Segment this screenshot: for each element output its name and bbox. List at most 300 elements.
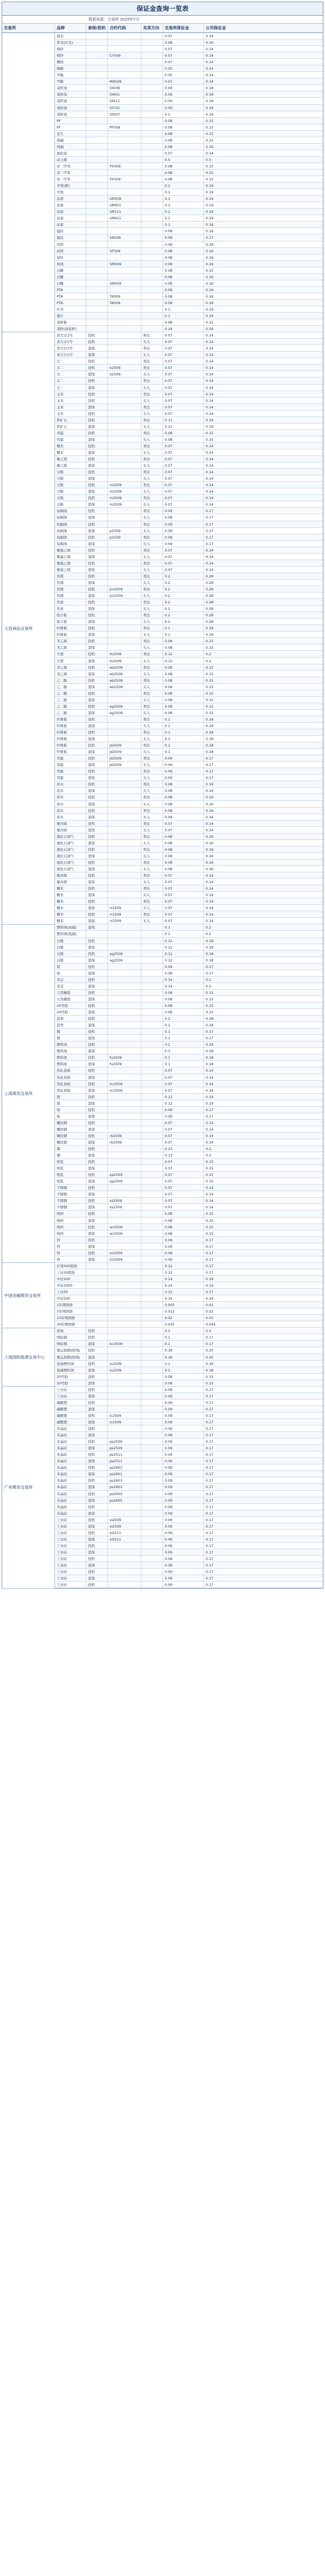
cell-type: 套保 bbox=[86, 1087, 108, 1093]
cell-contract bbox=[108, 1380, 141, 1386]
cell-variety: 生猪 bbox=[55, 658, 86, 664]
cell-exchange-margin: 0.09 bbox=[163, 1530, 204, 1536]
cell-variety: 瓶片 bbox=[55, 313, 86, 319]
cell-contract: zn2509 bbox=[108, 1256, 141, 1262]
cell-contract: eg2509 bbox=[108, 703, 141, 709]
cell-type bbox=[86, 111, 108, 117]
cell-type: 投机 bbox=[86, 729, 108, 735]
cell-direction bbox=[141, 39, 163, 45]
cell-direction bbox=[141, 1406, 163, 1412]
cell-direction bbox=[141, 1328, 163, 1334]
cell-variety: PTA bbox=[55, 293, 86, 299]
cell-variety: 螺纹钢 bbox=[55, 1139, 86, 1145]
cell-company-margin: 0.14 bbox=[206, 567, 214, 572]
cell-exchange-margin: 0.09 bbox=[163, 1413, 204, 1418]
cell-type: 套保 bbox=[86, 580, 108, 586]
cell-variety: 豆粕 bbox=[55, 469, 86, 475]
cell-variety: 线材 bbox=[55, 1218, 86, 1223]
cell-exchange-margin: 0.11 bbox=[163, 423, 204, 429]
cell-contract: eb2509 bbox=[108, 684, 141, 690]
cell-contract bbox=[108, 33, 141, 39]
cell-direction: 买入 bbox=[141, 644, 163, 650]
cell-variety: 菜籽油 bbox=[55, 91, 86, 97]
cell-exchange-margin: 0.07 bbox=[163, 820, 204, 826]
cell-contract: eg2509 bbox=[108, 710, 141, 716]
cell-company-margin: 0.17 bbox=[206, 1563, 214, 1568]
cell-direction: 卖出 bbox=[141, 703, 163, 709]
cell-variety: 黄金 bbox=[55, 983, 86, 989]
cell-company-margin: 0.15 bbox=[206, 1160, 214, 1165]
cell-variety: 焦煤 bbox=[55, 593, 86, 598]
cell-variety: 鸡蛋 bbox=[55, 436, 86, 442]
cell-type: 套保 bbox=[86, 924, 108, 930]
cell-variety: 纸浆 bbox=[55, 1159, 86, 1165]
cell-variety: 螺纹钢 bbox=[55, 1133, 86, 1139]
cell-contract: OI701 bbox=[108, 105, 141, 111]
cell-exchange-margin: 0.12 bbox=[163, 1289, 204, 1295]
cell-direction: 买入 bbox=[141, 749, 163, 755]
cell-company-margin: 0.14 bbox=[206, 548, 214, 553]
cell-direction bbox=[141, 1354, 163, 1360]
cell-company-margin: 0.14 bbox=[206, 1205, 214, 1210]
cell-contract: UR601 bbox=[108, 215, 141, 221]
cell-type: 套保 bbox=[86, 762, 108, 768]
cell-company-margin: 0.14 bbox=[206, 443, 214, 448]
cell-direction: 卖出 bbox=[141, 443, 163, 449]
cell-direction bbox=[141, 983, 163, 989]
cell-variety: 棕榈油 bbox=[55, 521, 86, 527]
cell-variety: 菜籽(油菜籽) bbox=[55, 326, 86, 332]
cell-company-margin: 0.17 bbox=[206, 1570, 214, 1575]
cell-contract bbox=[108, 287, 141, 293]
cell-direction bbox=[141, 938, 163, 944]
cell-contract bbox=[108, 1263, 141, 1269]
cell-company-margin: 0.14 bbox=[206, 372, 214, 377]
cell-contract bbox=[108, 306, 141, 312]
cell-type: 投机 bbox=[86, 1477, 108, 1483]
cell-type: 套保 bbox=[86, 554, 108, 560]
cell-direction: 卖出 bbox=[141, 872, 163, 878]
cell-company-margin: 0.17 bbox=[206, 1446, 214, 1451]
cell-variety: 多晶硅 bbox=[55, 1504, 86, 1510]
cell-contract: si2509 bbox=[108, 1523, 141, 1529]
cell-variety: 燃料油 bbox=[55, 1061, 86, 1067]
cell-type bbox=[86, 46, 108, 52]
cell-contract bbox=[108, 1354, 141, 1360]
cell-company-margin: 0.14 bbox=[206, 47, 214, 52]
cell-contract: OI509 bbox=[108, 85, 141, 91]
cell-type: 投机 bbox=[86, 703, 108, 709]
cell-exchange-margin: 0.1 bbox=[163, 723, 204, 729]
cell-direction bbox=[141, 1094, 163, 1100]
cell-direction bbox=[141, 52, 163, 58]
cell-variety: 烧碱 bbox=[55, 137, 86, 143]
cell-company-margin: 0.16 bbox=[206, 41, 214, 45]
cell-exchange-margin: 0.08 bbox=[163, 124, 204, 130]
cell-type: 投机 bbox=[86, 456, 108, 462]
header-variety: 品种 bbox=[55, 24, 86, 32]
cell-exchange-margin: 0.12 bbox=[163, 658, 204, 664]
cell-exchange-margin: 0.07 bbox=[163, 547, 204, 553]
cell-variety: 锡 bbox=[55, 1146, 86, 1152]
cell-type: 套保 bbox=[86, 436, 108, 442]
cell-type bbox=[86, 150, 108, 156]
cell-exchange-margin: 0.12 bbox=[163, 651, 204, 657]
cell-direction: 买入 bbox=[141, 840, 163, 846]
cell-contract bbox=[108, 1374, 141, 1380]
cell-contract: b2509 bbox=[108, 365, 141, 371]
cell-direction bbox=[141, 176, 163, 182]
cell-variety: 5年期国债 bbox=[55, 1308, 86, 1314]
cell-exchange-margin: 0.09 bbox=[163, 1477, 204, 1483]
cell-direction: 买入 bbox=[141, 514, 163, 520]
cell-direction bbox=[141, 1451, 163, 1457]
cell-type: 投机 bbox=[86, 742, 108, 748]
exchange-group-label bbox=[2, 33, 55, 332]
cell-exchange-margin: 0.09 bbox=[163, 1393, 204, 1399]
cell-direction bbox=[141, 1152, 163, 1158]
cell-type bbox=[86, 306, 108, 312]
cell-company-margin: 0.17 bbox=[206, 522, 214, 527]
cell-exchange-margin: 0.09 bbox=[163, 1250, 204, 1256]
cell-variety: 铁矿石 bbox=[55, 423, 86, 429]
cell-company-margin: 0.15 bbox=[206, 704, 214, 709]
cell-direction: 买入 bbox=[141, 723, 163, 729]
cell-exchange-margin: 0.09 bbox=[163, 1575, 204, 1581]
cell-exchange-margin: 0.09 bbox=[163, 1425, 204, 1431]
cell-company-margin: 0.16 bbox=[206, 255, 214, 260]
cell-type bbox=[86, 59, 108, 65]
cell-contract: rr2509 bbox=[108, 918, 141, 924]
cell-company-margin: 0.17 bbox=[206, 236, 214, 240]
cell-contract: ps2511 bbox=[108, 1451, 141, 1457]
cell-variety: 工业硅 bbox=[55, 1575, 86, 1581]
cell-variety: 鸡蛋 bbox=[55, 762, 86, 768]
cell-type bbox=[86, 1269, 108, 1275]
cell-direction bbox=[141, 1218, 163, 1223]
cell-type: 套保 bbox=[86, 723, 108, 729]
cell-type bbox=[86, 85, 108, 91]
cell-exchange-margin: 0.09 bbox=[163, 1562, 204, 1568]
cell-company-margin: 0.5 bbox=[206, 157, 212, 162]
cell-exchange-margin: 0.07 bbox=[163, 59, 204, 65]
cell-company-margin: 0.19 bbox=[206, 418, 214, 422]
cell-variety: 对二甲苯 bbox=[55, 170, 86, 176]
cell-company-margin: 0.16 bbox=[206, 867, 214, 871]
cell-company-margin: 0.14 bbox=[206, 483, 214, 488]
cell-exchange-margin: 0.07 bbox=[163, 391, 204, 397]
cell-contract: SM509 bbox=[108, 280, 141, 286]
cell-direction: 卖出 bbox=[141, 345, 163, 351]
cell-exchange-margin: 0.1 bbox=[163, 111, 204, 117]
cell-direction bbox=[141, 202, 163, 208]
cell-direction bbox=[141, 241, 163, 247]
cell-company-margin: 0.14 bbox=[206, 886, 214, 891]
cell-direction: 卖出 bbox=[141, 755, 163, 761]
cell-contract bbox=[108, 221, 141, 227]
cell-type bbox=[86, 183, 108, 189]
cell-direction: 卖出 bbox=[141, 404, 163, 410]
cell-variety: 碳酸锂 bbox=[55, 1400, 86, 1405]
cell-type: 套保 bbox=[86, 1191, 108, 1197]
cell-contract: lc2509 bbox=[108, 1419, 141, 1425]
cell-exchange-margin: 0.1 bbox=[163, 1028, 204, 1034]
cell-contract bbox=[108, 326, 141, 332]
cell-type: 套保 bbox=[86, 385, 108, 391]
cell-exchange-margin: 0.09 bbox=[163, 1504, 204, 1510]
cell-variety: 聚氯乙烯 bbox=[55, 560, 86, 566]
cell-type: 投机 bbox=[86, 768, 108, 774]
cell-exchange-margin: 0.07 bbox=[163, 911, 204, 917]
cell-exchange-margin: 0.09 bbox=[163, 1458, 204, 1464]
cell-contract bbox=[108, 449, 141, 455]
cell-variety: 早籼 bbox=[55, 72, 86, 78]
cell-contract: zn2509 bbox=[108, 1250, 141, 1256]
cell-variety: 国际铜 bbox=[55, 1334, 86, 1340]
cell-contract bbox=[108, 833, 141, 839]
cell-direction bbox=[141, 1302, 163, 1308]
cell-variety: 聚丙烯 bbox=[55, 872, 86, 878]
cell-variety: 多晶硅 bbox=[55, 1432, 86, 1438]
cell-contract: m2509 bbox=[108, 482, 141, 488]
cell-company-margin: 0.15 bbox=[206, 1010, 214, 1015]
cell-company-margin: 0.14 bbox=[206, 873, 214, 878]
cell-direction bbox=[141, 267, 163, 273]
cell-company-margin: 0.17 bbox=[206, 1030, 214, 1034]
cell-contract: lu2509 bbox=[108, 1361, 141, 1367]
cell-company-margin: 0.15 bbox=[206, 671, 214, 676]
cell-contract: ss2509 bbox=[108, 1204, 141, 1210]
cell-exchange-margin: 0.12 bbox=[163, 1100, 204, 1106]
cell-type: 投机 bbox=[86, 339, 108, 345]
cell-company-margin: 0.18 bbox=[206, 1055, 214, 1060]
cell-exchange-margin: 0.09 bbox=[163, 755, 204, 761]
cell-direction: 买入 bbox=[141, 801, 163, 807]
cell-type bbox=[86, 208, 108, 214]
cell-exchange-margin: 0.08 bbox=[163, 319, 204, 325]
cell-type: 投机 bbox=[86, 872, 108, 878]
cell-company-margin: 0.19 bbox=[206, 1101, 214, 1106]
cell-company-margin: 0.16 bbox=[206, 300, 214, 305]
cell-type: 套保 bbox=[86, 853, 108, 859]
cell-contract: p2509 bbox=[108, 534, 141, 540]
cell-contract bbox=[108, 853, 141, 859]
cell-company-margin: 0.14 bbox=[206, 333, 214, 338]
cell-exchange-margin: 0.08 bbox=[163, 703, 204, 709]
cell-direction bbox=[141, 300, 163, 306]
cell-company-margin: 0.17 bbox=[206, 1440, 214, 1444]
cell-company-margin: 0.17 bbox=[206, 1498, 214, 1503]
cell-exchange-margin: 0.09 bbox=[163, 1445, 204, 1451]
cell-variety: 白银 bbox=[55, 957, 86, 963]
cell-direction: 卖出 bbox=[141, 808, 163, 813]
cell-direction bbox=[141, 1374, 163, 1380]
cell-company-margin: 0.14 bbox=[206, 79, 214, 84]
cell-company-margin: 0.15 bbox=[206, 1212, 214, 1216]
cell-contract bbox=[108, 183, 141, 189]
cell-type: 套保 bbox=[86, 697, 108, 703]
cell-contract bbox=[108, 781, 141, 787]
cell-direction bbox=[141, 1315, 163, 1321]
cell-direction bbox=[141, 1347, 163, 1353]
cell-type bbox=[86, 1289, 108, 1295]
cell-type bbox=[86, 1321, 108, 1327]
cell-contract bbox=[108, 866, 141, 872]
cell-type: 投机 bbox=[86, 1425, 108, 1431]
cell-company-margin: 0.16 bbox=[206, 144, 214, 149]
cell-contract bbox=[108, 723, 141, 729]
cell-type bbox=[86, 931, 108, 937]
cell-direction bbox=[141, 111, 163, 117]
cell-exchange-margin: 0.12 bbox=[163, 1094, 204, 1100]
cell-contract bbox=[108, 788, 141, 793]
cell-contract: jd2509 bbox=[108, 755, 141, 761]
cell-exchange-margin: 0.08 bbox=[163, 267, 204, 273]
cell-variety: 原木 bbox=[55, 794, 86, 800]
cell-type: 套保 bbox=[86, 462, 108, 468]
cell-variety: 20号胶 bbox=[55, 1009, 86, 1015]
cell-direction bbox=[141, 924, 163, 930]
cell-variety: 聚丙烯 bbox=[55, 879, 86, 885]
cell-variety: 聚氯乙烯 bbox=[55, 554, 86, 560]
cell-exchange-margin: 0.02 bbox=[163, 1315, 204, 1321]
cell-contract: OI601 bbox=[108, 91, 141, 97]
cell-variety: 锌 bbox=[55, 1250, 86, 1256]
cell-exchange-margin: 0.14 bbox=[163, 1295, 204, 1301]
cell-type: 投机 bbox=[86, 1041, 108, 1047]
cell-contract bbox=[108, 443, 141, 449]
cell-variety: 原木 bbox=[55, 808, 86, 813]
cell-contract bbox=[108, 1569, 141, 1575]
cell-variety: 玉米 bbox=[55, 404, 86, 410]
cell-direction bbox=[141, 1569, 163, 1575]
cell-exchange-margin: 0.07 bbox=[163, 352, 204, 358]
cell-variety: 苹果(鲜) bbox=[55, 183, 86, 189]
cell-company-margin: 0.16 bbox=[206, 294, 214, 299]
cell-type bbox=[86, 267, 108, 273]
cell-contract bbox=[108, 879, 141, 885]
table-header bbox=[2, 24, 323, 33]
cell-contract bbox=[108, 267, 141, 273]
cell-company-margin: 0.14 bbox=[206, 1199, 214, 1203]
cell-contract: ps2509 bbox=[108, 1445, 141, 1451]
cell-type bbox=[86, 124, 108, 130]
cell-direction: 卖出 bbox=[141, 365, 163, 371]
cell-company-margin: 0.15 bbox=[206, 691, 214, 696]
cell-company-margin: 0.14 bbox=[206, 1127, 214, 1132]
cell-direction bbox=[141, 1165, 163, 1171]
cell-company-margin: 0.17 bbox=[206, 1290, 214, 1295]
cell-direction bbox=[141, 287, 163, 293]
cell-direction bbox=[141, 170, 163, 176]
cell-exchange-margin: 0.09 bbox=[163, 1543, 204, 1549]
cell-company-margin: 0.14 bbox=[206, 489, 214, 494]
cell-company-margin: 0.14 bbox=[206, 359, 214, 364]
cell-company-margin: 0.15 bbox=[206, 1166, 214, 1171]
cell-type: 投机 bbox=[86, 690, 108, 696]
cell-variety: 豆粕 bbox=[55, 495, 86, 501]
cell-company-margin: 0.17 bbox=[206, 1387, 214, 1392]
cell-company-margin: 0.16 bbox=[206, 274, 214, 279]
cell-variety: 豆粕 bbox=[55, 482, 86, 488]
cell-type bbox=[86, 234, 108, 240]
cell-direction bbox=[141, 977, 163, 983]
cell-variety: 鸡蛋 bbox=[55, 768, 86, 774]
cell-type: 套保 bbox=[86, 352, 108, 358]
cell-contract: m2509 bbox=[108, 501, 141, 507]
cell-variety: 多晶硅 bbox=[55, 1445, 86, 1451]
cell-exchange-margin: 0.08 bbox=[163, 990, 204, 996]
cell-variety: 锰硅 bbox=[55, 228, 86, 234]
cell-variety: 多晶硅 bbox=[55, 1484, 86, 1490]
cell-contract bbox=[108, 1347, 141, 1353]
cell-contract: fu2509 bbox=[108, 1061, 141, 1067]
cell-variety: 普麦(红麦) bbox=[55, 39, 86, 45]
cell-exchange-margin: 0.08 bbox=[163, 293, 204, 299]
cell-company-margin: 0.15 bbox=[206, 1225, 214, 1229]
cell-exchange-margin: 0.12 bbox=[163, 944, 204, 950]
cell-direction bbox=[141, 196, 163, 201]
cell-direction bbox=[141, 1419, 163, 1425]
cell-direction: 买入 bbox=[141, 866, 163, 872]
cell-company-margin: 0.18 bbox=[206, 92, 214, 97]
cell-direction bbox=[141, 313, 163, 319]
cell-company-margin: 0.17 bbox=[206, 1517, 214, 1522]
cell-exchange-margin: 0.09 bbox=[163, 514, 204, 520]
cell-direction: 卖出 bbox=[141, 612, 163, 618]
cell-type: 投机 bbox=[86, 482, 108, 488]
cell-direction: 买入 bbox=[141, 618, 163, 624]
cell-exchange-margin: 0.14 bbox=[163, 977, 204, 983]
cell-exchange-margin: 0.09 bbox=[163, 1582, 204, 1588]
cell-exchange-margin: 0.09 bbox=[163, 964, 204, 970]
cell-variety: 国际铜 bbox=[55, 1341, 86, 1347]
cell-type: 投机 bbox=[86, 586, 108, 592]
cell-direction bbox=[141, 1269, 163, 1275]
page-title: 保证金查询一览表 bbox=[2, 2, 323, 16]
cell-direction: 买入 bbox=[141, 762, 163, 768]
cell-type: 投机 bbox=[86, 898, 108, 904]
cell-company-margin: 0.19 bbox=[206, 424, 214, 429]
cell-contract bbox=[108, 411, 141, 416]
cell-variety: 短纤 bbox=[55, 254, 86, 260]
cell-company-margin: 0.18 bbox=[206, 1368, 214, 1373]
exchange-group-label: 上海期货交易所 bbox=[2, 925, 55, 1263]
cell-contract: lc2509 bbox=[108, 1413, 141, 1418]
cell-variety: 多晶硅 bbox=[55, 1510, 86, 1516]
cell-contract: ps2511 bbox=[108, 1458, 141, 1464]
cell-direction: 买入 bbox=[141, 827, 163, 833]
cell-exchange-margin: 0.08 bbox=[163, 808, 204, 813]
cell-variety: 玻璃 bbox=[55, 261, 86, 267]
cell-company-margin: 0.17 bbox=[206, 1342, 214, 1347]
cell-exchange-margin: 0.09 bbox=[163, 775, 204, 781]
cell-direction: 买入 bbox=[141, 501, 163, 507]
cell-direction bbox=[141, 1126, 163, 1132]
cell-variety: 晚籼 bbox=[55, 65, 86, 71]
cell-company-margin: 0.19 bbox=[206, 216, 214, 221]
cell-variety: 粳米 bbox=[55, 449, 86, 455]
cell-company-margin: 0.16 bbox=[206, 834, 214, 839]
cell-variety: 不锈钢 bbox=[55, 1198, 86, 1203]
cell-variety: 强麦 bbox=[55, 33, 86, 39]
cell-company-margin: 0.17 bbox=[206, 1427, 214, 1431]
cell-variety: 原油 bbox=[55, 1328, 86, 1334]
cell-direction bbox=[141, 1054, 163, 1060]
cell-variety: 不锈钢 bbox=[55, 1191, 86, 1197]
cell-company-margin: 0.01 bbox=[206, 1303, 214, 1308]
cell-contract bbox=[108, 983, 141, 989]
